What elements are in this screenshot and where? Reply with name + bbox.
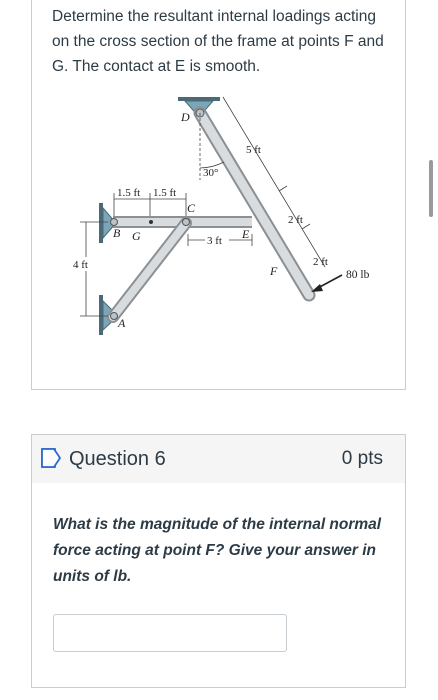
- question-body: [31, 483, 406, 688]
- dim-1-5ft-b: 1.5 ft: [153, 187, 177, 199]
- bookmark-icon[interactable]: [40, 447, 62, 469]
- problem-statement: Determine the resultant internal loadings acting on the cross section of the frame at points F and G. The contact at E is smooth.: [52, 8, 384, 75]
- member-def: [200, 113, 309, 295]
- member-ac: [113, 223, 186, 317]
- label-a: A: [118, 316, 126, 330]
- pin-c: [183, 219, 190, 226]
- label-g: G: [132, 229, 141, 243]
- answer-input[interactable]: [53, 614, 287, 652]
- question-prompt: What is the magnitude of the internal normal force acting at point F? Give your answer in units of lb.: [53, 516, 382, 585]
- question-title: Question 6: [69, 448, 166, 470]
- question-header: [31, 434, 406, 484]
- load-label: 80 lb: [346, 269, 370, 281]
- pin-b: [111, 219, 118, 226]
- dim-2ft-a: 2 ft: [288, 214, 303, 226]
- dim-5ft: 5 ft: [246, 144, 261, 156]
- pin-a: [111, 313, 118, 320]
- angle-label: 30°: [203, 167, 219, 179]
- scrollbar[interactable]: [429, 160, 433, 217]
- dim-4ft: 4 ft: [73, 259, 88, 271]
- label-e: E: [242, 227, 250, 241]
- dim-2ft-b: 2 ft: [313, 256, 328, 268]
- dim-3ft: 3 ft: [207, 235, 222, 247]
- label-c: C: [187, 201, 196, 215]
- label-f: F: [270, 264, 278, 278]
- dim-1-5ft-a: 1.5 ft: [117, 187, 141, 199]
- label-b: B: [113, 226, 121, 240]
- point-g: [149, 220, 153, 224]
- label-d: D: [181, 110, 190, 124]
- question-points: 0 pts: [341, 448, 383, 469]
